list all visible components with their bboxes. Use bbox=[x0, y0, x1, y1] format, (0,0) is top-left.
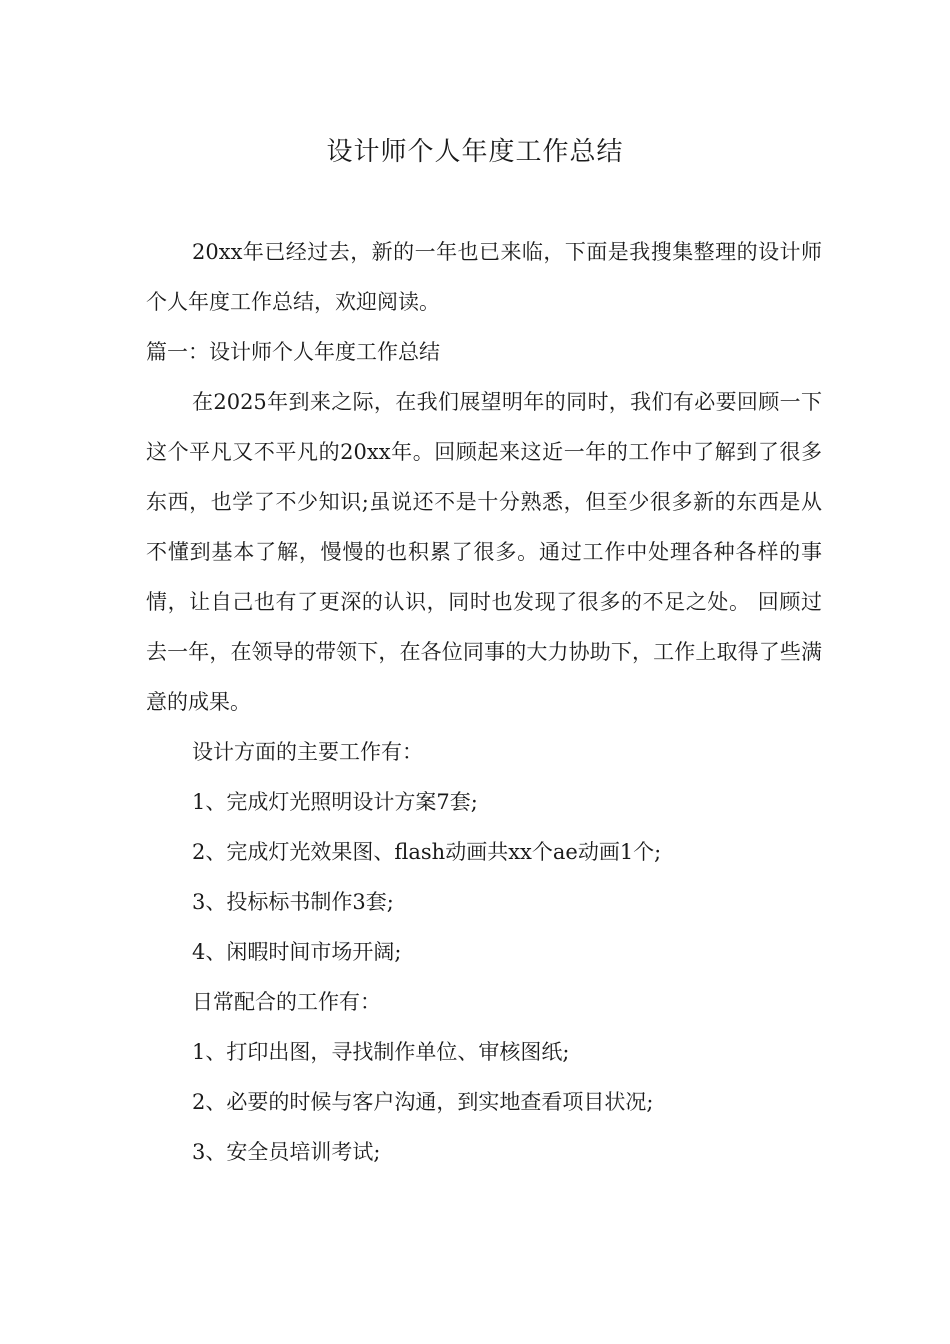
body-paragraph: 在2025年到来之际，在我们展望明年的同时，我们有必要回顾一下这个平凡又不平凡的20xx年。回顾起来这近一年的工作中了解到了很多东西，也学了不少知识;虽说还不是十分熟悉，但至少很多新的东西是从不懂到基本了解，慢慢的也积累了很多。通过工作中处理各种各样的事情，让自己也有了更深的认识，同时也发现了很多的不足之处。 回顾过去一年，在领导的带领下，在各位同事的大力协助下，工作上取得了些满意的成果。 bbox=[146, 390, 822, 714]
list-item: 1、完成灯光照明设计方案7套; bbox=[192, 790, 478, 814]
document-body bbox=[146, 227, 822, 1177]
section-heading: 篇一：设计师个人年度工作总结 bbox=[146, 340, 440, 364]
list-item: 3、安全员培训考试; bbox=[192, 1140, 381, 1164]
list-item: 2、完成灯光效果图、flash动画共xx个ae动画1个; bbox=[192, 840, 662, 864]
intro-paragraph: 20xx年已经过去，新的一年也已来临，下面是我搜集整理的设计师个人年度工作总结，欢迎阅读。 bbox=[146, 240, 822, 314]
list-item: 3、投标标书制作3套; bbox=[192, 890, 394, 914]
list-item: 4、闲暇时间市场开阔; bbox=[192, 940, 402, 964]
daily-work-heading: 日常配合的工作有： bbox=[192, 990, 381, 1014]
list-item: 1、打印出图，寻找制作单位、审核图纸; bbox=[192, 1040, 570, 1064]
list-item: 2、必要的时候与客户沟通，到实地查看项目状况; bbox=[192, 1090, 654, 1114]
design-work-heading: 设计方面的主要工作有： bbox=[192, 740, 423, 764]
document-title: 设计师个人年度工作总结 bbox=[326, 137, 624, 167]
